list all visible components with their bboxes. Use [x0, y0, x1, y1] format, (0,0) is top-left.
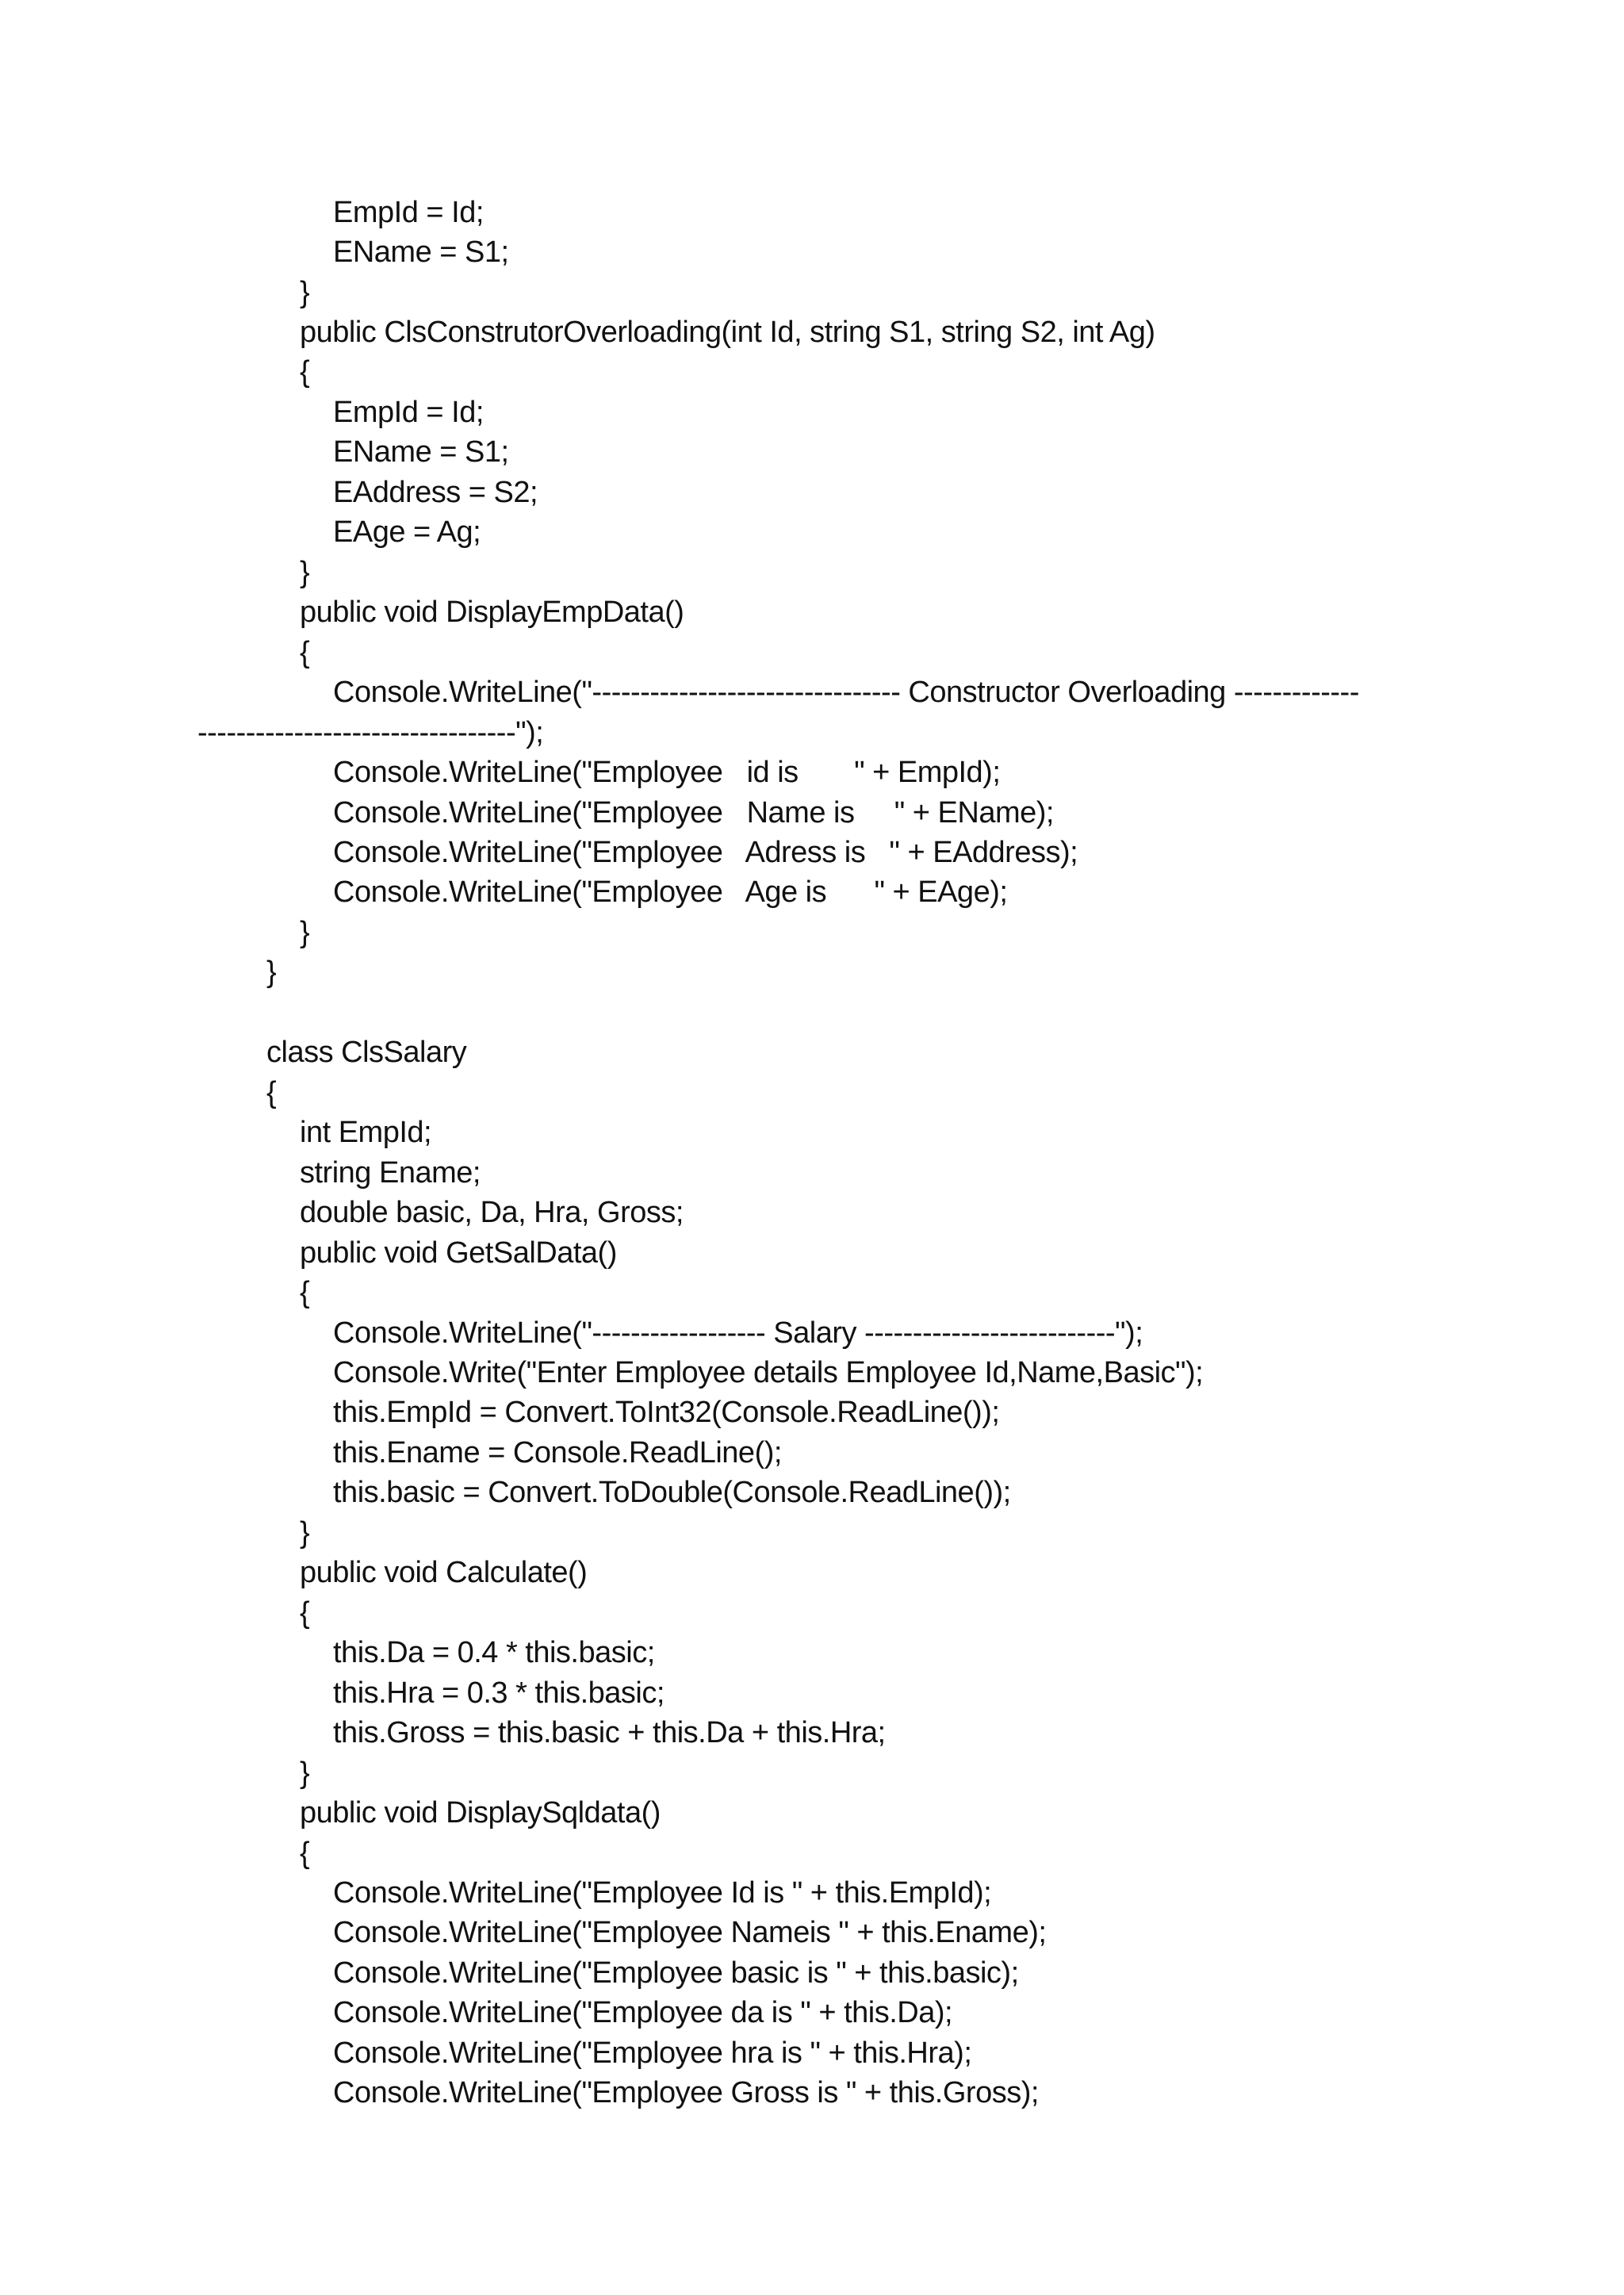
- code-line: this.Da = 0.4 * this.basic;: [333, 1636, 655, 1669]
- code-line: Console.WriteLine("Employee Gross is " + this.Gross);: [333, 2076, 1039, 2109]
- code-line: Console.WriteLine("Employee Name is " + EName);: [333, 796, 1054, 829]
- code-line: {: [300, 636, 310, 669]
- code-line: EAddress = S2;: [333, 476, 538, 509]
- code-line: Console.WriteLine("Employee Id is " + this.EmpId);: [333, 1876, 992, 1910]
- code-line: public void Calculate(): [300, 1556, 588, 1589]
- code-line: this.EmpId = Convert.ToInt32(Console.ReadLine());: [333, 1396, 1000, 1429]
- code-line: Console.WriteLine("Employee basic is " + this.basic);: [333, 1956, 1019, 1990]
- code-line: }: [300, 276, 310, 309]
- code-line: public ClsConstrutorOverloading(int Id, string S1, string S2, int Ag): [300, 316, 1155, 349]
- code-line: EName = S1;: [333, 435, 509, 469]
- code-line: int EmpId;: [300, 1116, 432, 1149]
- code-line: {: [300, 1596, 310, 1630]
- code-line: public void GetSalData(): [300, 1236, 617, 1270]
- code-line: {: [300, 1837, 310, 1870]
- code-line: this.basic = Convert.ToDouble(Console.ReadLine());: [333, 1476, 1011, 1509]
- code-line: {: [300, 1276, 310, 1309]
- code-line: this.Ename = Console.ReadLine();: [333, 1436, 782, 1469]
- code-line: Console.WriteLine("Employee Adress is " + EAddress);: [333, 836, 1078, 869]
- code-line: double basic, Da, Hra, Gross;: [300, 1196, 684, 1229]
- code-line: Console.WriteLine("Employee Age is " + EAge);: [333, 875, 1008, 909]
- code-line: }: [300, 1516, 310, 1550]
- code-line: Console.WriteLine("Employee da is " + this.Da);: [333, 1996, 953, 2029]
- code-line: Console.Write("Enter Employee details Employee Id,Name,Basic");: [333, 1356, 1204, 1389]
- code-line: EAge = Ag;: [333, 515, 481, 549]
- code-line: class ClsSalary: [266, 1036, 467, 1069]
- code-line: EmpId = Id;: [333, 196, 484, 229]
- code-line: Console.WriteLine("-------------------------------- Constructor Overloading -------------: [333, 676, 1359, 709]
- code-line: }: [300, 916, 310, 949]
- code-line: {: [300, 355, 310, 389]
- code-line: EmpId = Id;: [333, 396, 484, 429]
- code-line: }: [266, 956, 277, 989]
- code-line: EName = S1;: [333, 236, 509, 269]
- code-line: ---------------------------------");: [197, 716, 544, 749]
- code-line: string Ename;: [300, 1156, 481, 1190]
- code-line: Console.WriteLine("Employee id is " + EmpId);: [333, 756, 1001, 789]
- code-line: this.Hra = 0.3 * this.basic;: [333, 1676, 665, 1710]
- code-line: public void DisplayEmpData(): [300, 596, 684, 629]
- code-line: }: [300, 556, 310, 589]
- code-line: {: [266, 1076, 277, 1109]
- code-line: public void DisplaySqldata(): [300, 1796, 661, 1829]
- code-line: this.Gross = this.basic + this.Da + this.Hra;: [333, 1716, 886, 1749]
- code-line: Console.WriteLine("Employee Nameis " + this.Ename);: [333, 1916, 1047, 1949]
- code-line: Console.WriteLine("------------------ Salary --------------------------");: [333, 1316, 1143, 1350]
- code-line: }: [300, 1757, 310, 1790]
- code-line: Console.WriteLine("Employee hra is " + this.Hra);: [333, 2036, 972, 2070]
